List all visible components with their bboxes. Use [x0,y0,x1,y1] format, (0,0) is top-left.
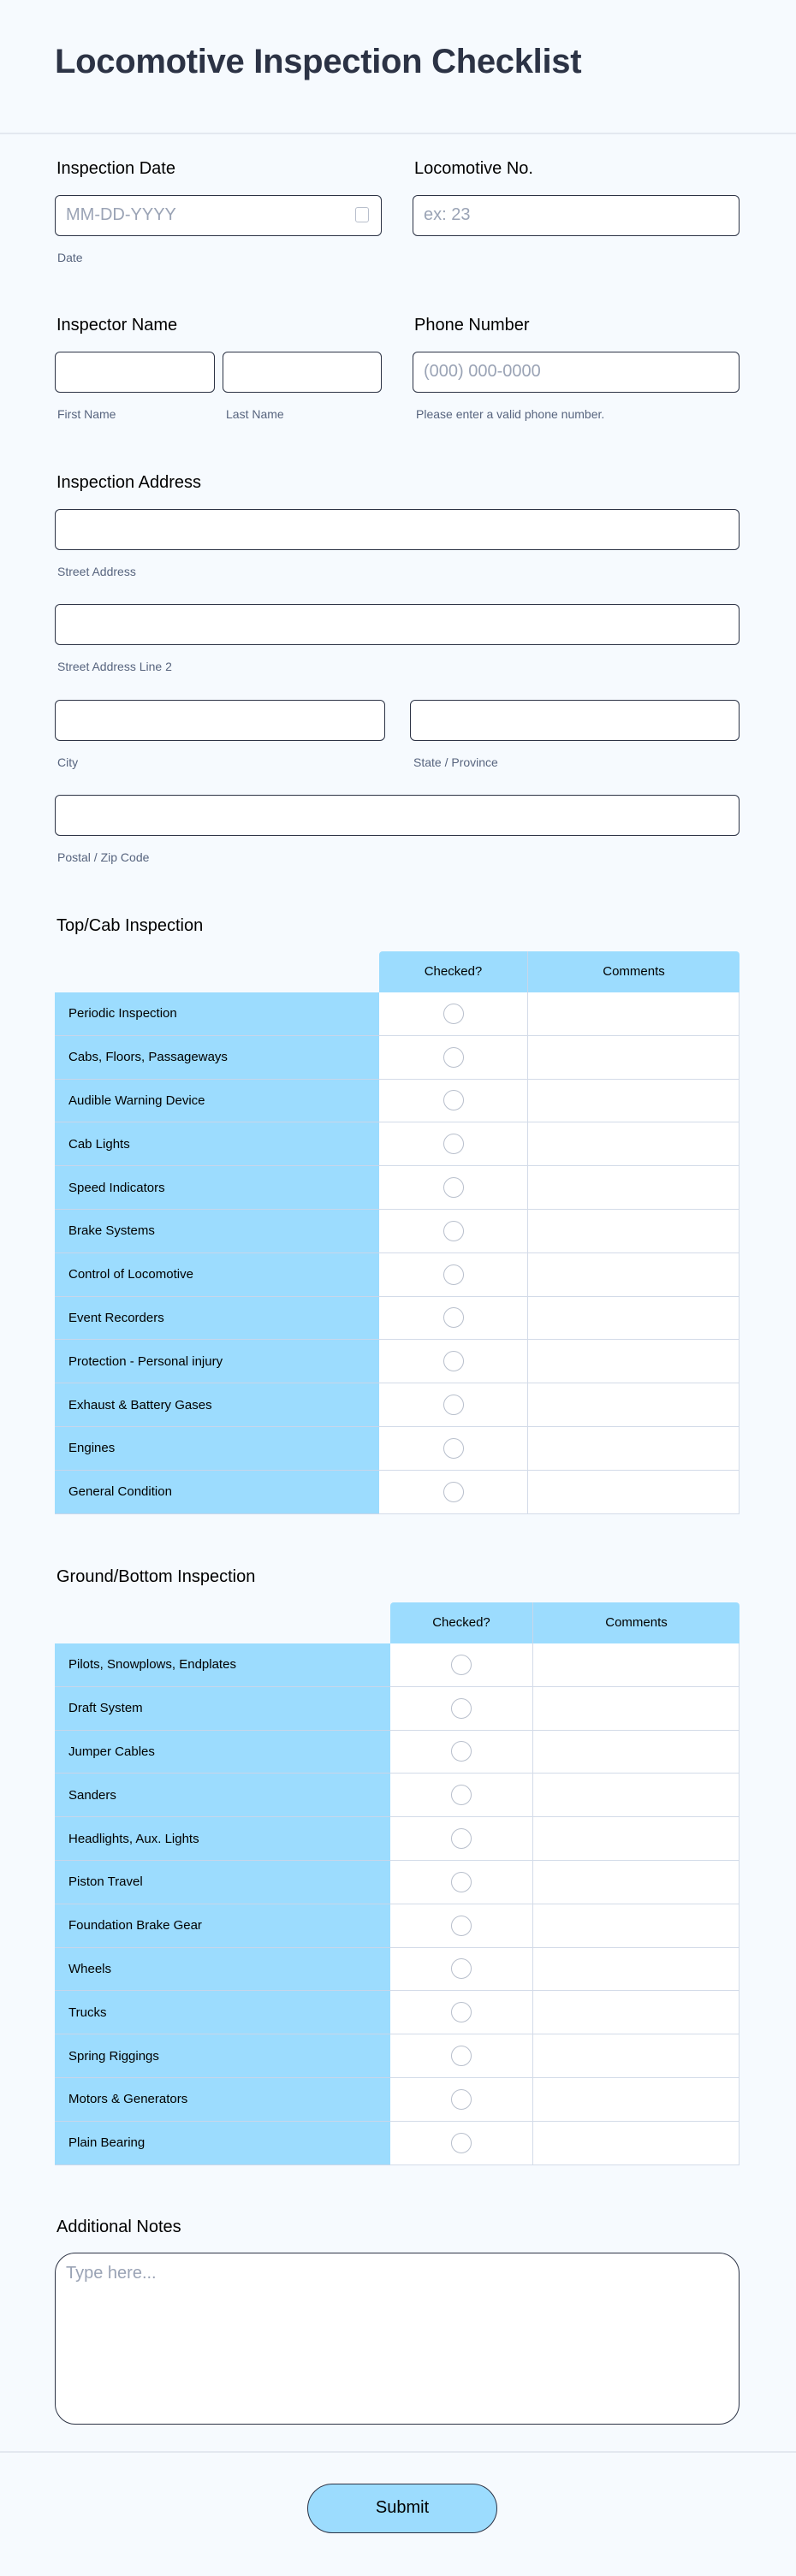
table-row [55,1166,740,1210]
row-label: Draft System [55,1687,390,1731]
checked-cell [390,1774,533,1817]
checked-radio[interactable] [451,1698,472,1719]
table-row [55,1904,740,1948]
table-row [55,1817,740,1861]
first-name-sublabel: First Name [57,407,116,421]
checked-cell [390,1817,533,1861]
column-header-comments: Comments [528,951,740,992]
page-title: Locomotive Inspection Checklist [55,43,582,80]
checked-cell [390,2122,533,2165]
comments-cell-input[interactable] [533,2078,740,2122]
comments-cell-input[interactable] [528,1210,740,1253]
checked-radio[interactable] [443,1482,464,1502]
row-label: Exhaust & Battery Gases [55,1383,379,1427]
comments-cell-input[interactable] [533,1774,740,1817]
table-row [55,1210,740,1253]
row-label: Control of Locomotive [55,1253,379,1297]
checked-cell [379,1471,528,1514]
row-label: Speed Indicators [55,1166,379,1210]
checked-cell [379,1036,528,1080]
last-name-sublabel: Last Name [226,407,284,421]
locomotive-no-input[interactable]: ex: 23 [413,195,740,236]
address-label: Inspection Address [56,473,201,492]
checked-radio[interactable] [451,1958,472,1979]
checked-cell [379,1427,528,1471]
column-header-checked: Checked? [390,1602,533,1643]
checked-radio[interactable] [443,1438,464,1459]
comments-cell-input[interactable] [533,1731,740,1774]
table-row [55,1948,740,1992]
column-header-checked: Checked? [379,951,528,992]
phone-sublabel: Please enter a valid phone number. [416,407,605,421]
checked-radio[interactable] [443,1134,464,1154]
checked-cell [379,1253,528,1297]
checked-radio[interactable] [443,1221,464,1241]
top-cab-table [55,951,740,1516]
checked-radio[interactable] [443,1395,464,1415]
checked-cell [390,2034,533,2078]
comments-cell-input[interactable] [528,1427,740,1471]
checked-cell [379,1166,528,1210]
footer-divider [0,2451,796,2453]
table-row [55,1991,740,2034]
table-row [55,1383,740,1427]
checked-radio[interactable] [451,1916,472,1936]
checked-radio[interactable] [443,1004,464,1024]
table-row [55,2034,740,2078]
row-label: Headlights, Aux. Lights [55,1817,390,1861]
checked-cell [379,1340,528,1383]
comments-cell-input[interactable] [533,2122,740,2165]
table-row [55,1340,740,1383]
comments-cell-input[interactable] [528,1340,740,1383]
inspection-date-input[interactable] [55,195,382,236]
table-row [55,1471,740,1514]
checked-radio[interactable] [451,1741,472,1762]
inspector-name-label: Inspector Name [56,316,178,335]
checked-cell [390,1643,533,1687]
ground-table-title: Ground/Bottom Inspection [56,1567,256,1586]
table-row [55,1253,740,1297]
row-label: Foundation Brake Gear [55,1904,390,1948]
comments-cell-input[interactable] [528,1036,740,1080]
top-table-title: Top/Cab Inspection [56,916,204,935]
zip-input[interactable] [55,795,740,836]
row-label: Sanders [55,1774,390,1817]
row-label: Piston Travel [55,1861,390,1904]
checked-cell [390,1904,533,1948]
date-sublabel: Date [57,251,83,264]
checked-cell [390,2078,533,2122]
checked-cell [379,1383,528,1427]
header-divider [0,133,796,134]
comments-cell-input[interactable] [528,1471,740,1514]
table-row [55,1687,740,1731]
row-label: Cab Lights [55,1122,379,1166]
table-row [55,1774,740,1817]
first-name-input[interactable] [55,352,215,393]
table-row [55,992,740,1036]
state-sublabel: State / Province [413,755,498,769]
row-label: Pilots, Snowplows, Endplates [55,1643,390,1687]
row-label: General Condition [55,1471,379,1514]
checked-radio[interactable] [451,1872,472,1892]
table-row [55,2078,740,2122]
checked-cell [379,1210,528,1253]
table-row [55,1861,740,1904]
zip-sublabel: Postal / Zip Code [57,850,150,864]
row-label: Engines [55,1427,379,1471]
street2-input[interactable] [55,604,740,645]
comments-cell-input[interactable] [528,1297,740,1341]
comments-cell-input[interactable] [533,1991,740,2034]
row-label: Protection - Personal injury [55,1340,379,1383]
city-sublabel: City [57,755,79,769]
comments-cell-input[interactable] [533,1861,740,1904]
checked-cell [390,1687,533,1731]
row-label: Periodic Inspection [55,992,379,1036]
checked-radio[interactable] [451,1785,472,1805]
comments-cell-input[interactable] [528,1122,740,1166]
checked-cell [379,1297,528,1341]
checked-cell [379,1080,528,1123]
checked-radio[interactable] [443,1264,464,1285]
comments-cell-input[interactable] [528,1166,740,1210]
row-label: Jumper Cables [55,1731,390,1774]
comments-cell-input[interactable] [533,1643,740,1687]
comments-cell-input[interactable] [528,1080,740,1123]
inspection-date-label: Inspection Date [56,159,175,178]
table-row [55,1297,740,1341]
ground-bottom-table [55,1602,740,2167]
locomotive-no-label: Locomotive No. [414,159,533,178]
table-row [55,1080,740,1123]
checked-cell [390,1991,533,2034]
table-row [55,1643,740,1687]
street2-sublabel: Street Address Line 2 [57,660,172,673]
street-input[interactable] [55,509,740,550]
row-label: Event Recorders [55,1297,379,1341]
table-row [55,1122,740,1166]
table-row [55,2122,740,2165]
comments-cell-input[interactable] [528,1253,740,1297]
comments-cell-input[interactable] [533,1687,740,1731]
city-input[interactable] [55,700,385,741]
state-input[interactable] [410,700,740,741]
row-label: Cabs, Floors, Passageways [55,1036,379,1080]
checked-radio[interactable] [451,1655,472,1675]
checked-radio[interactable] [451,2089,472,2110]
comments-cell-input[interactable] [533,1817,740,1861]
checked-radio[interactable] [443,1047,464,1068]
checked-radio[interactable] [443,1177,464,1198]
checked-cell [390,1861,533,1904]
phone-input[interactable]: (000) 000-0000 [413,352,740,393]
row-label: Motors & Generators [55,2078,390,2122]
phone-label: Phone Number [414,316,530,335]
date-placeholder: MM-DD-YYYY [66,205,176,224]
checked-cell [379,992,528,1036]
street-sublabel: Street Address [57,565,136,578]
checked-radio[interactable] [451,2002,472,2022]
last-name-input[interactable] [223,352,382,393]
row-label: Wheels [55,1948,390,1992]
checked-radio[interactable] [451,1828,472,1849]
checked-cell [379,1122,528,1166]
notes-label: Additional Notes [56,2218,181,2236]
checked-radio[interactable] [443,1307,464,1328]
comments-cell-input[interactable] [533,2034,740,2078]
checked-radio[interactable] [443,1351,464,1371]
calendar-icon[interactable] [355,207,369,222]
checked-radio[interactable] [451,2133,472,2153]
comments-cell-input[interactable] [528,1383,740,1427]
comments-cell-input[interactable] [533,1948,740,1992]
notes-textarea[interactable]: Type here... [55,2253,740,2425]
column-header-comments: Comments [533,1602,740,1643]
row-label: Spring Riggings [55,2034,390,2078]
row-label: Trucks [55,1991,390,2034]
table-row [55,1427,740,1471]
checked-cell [390,1948,533,1992]
submit-button[interactable]: Submit [307,2484,497,2533]
row-label: Plain Bearing [55,2122,390,2165]
table-row [55,1731,740,1774]
checked-cell [390,1731,533,1774]
comments-cell-input[interactable] [533,1904,740,1948]
table-row [55,1036,740,1080]
row-label: Audible Warning Device [55,1080,379,1123]
row-label: Brake Systems [55,1210,379,1253]
comments-cell-input[interactable] [528,992,740,1036]
checked-radio[interactable] [451,2046,472,2066]
checked-radio[interactable] [443,1090,464,1110]
